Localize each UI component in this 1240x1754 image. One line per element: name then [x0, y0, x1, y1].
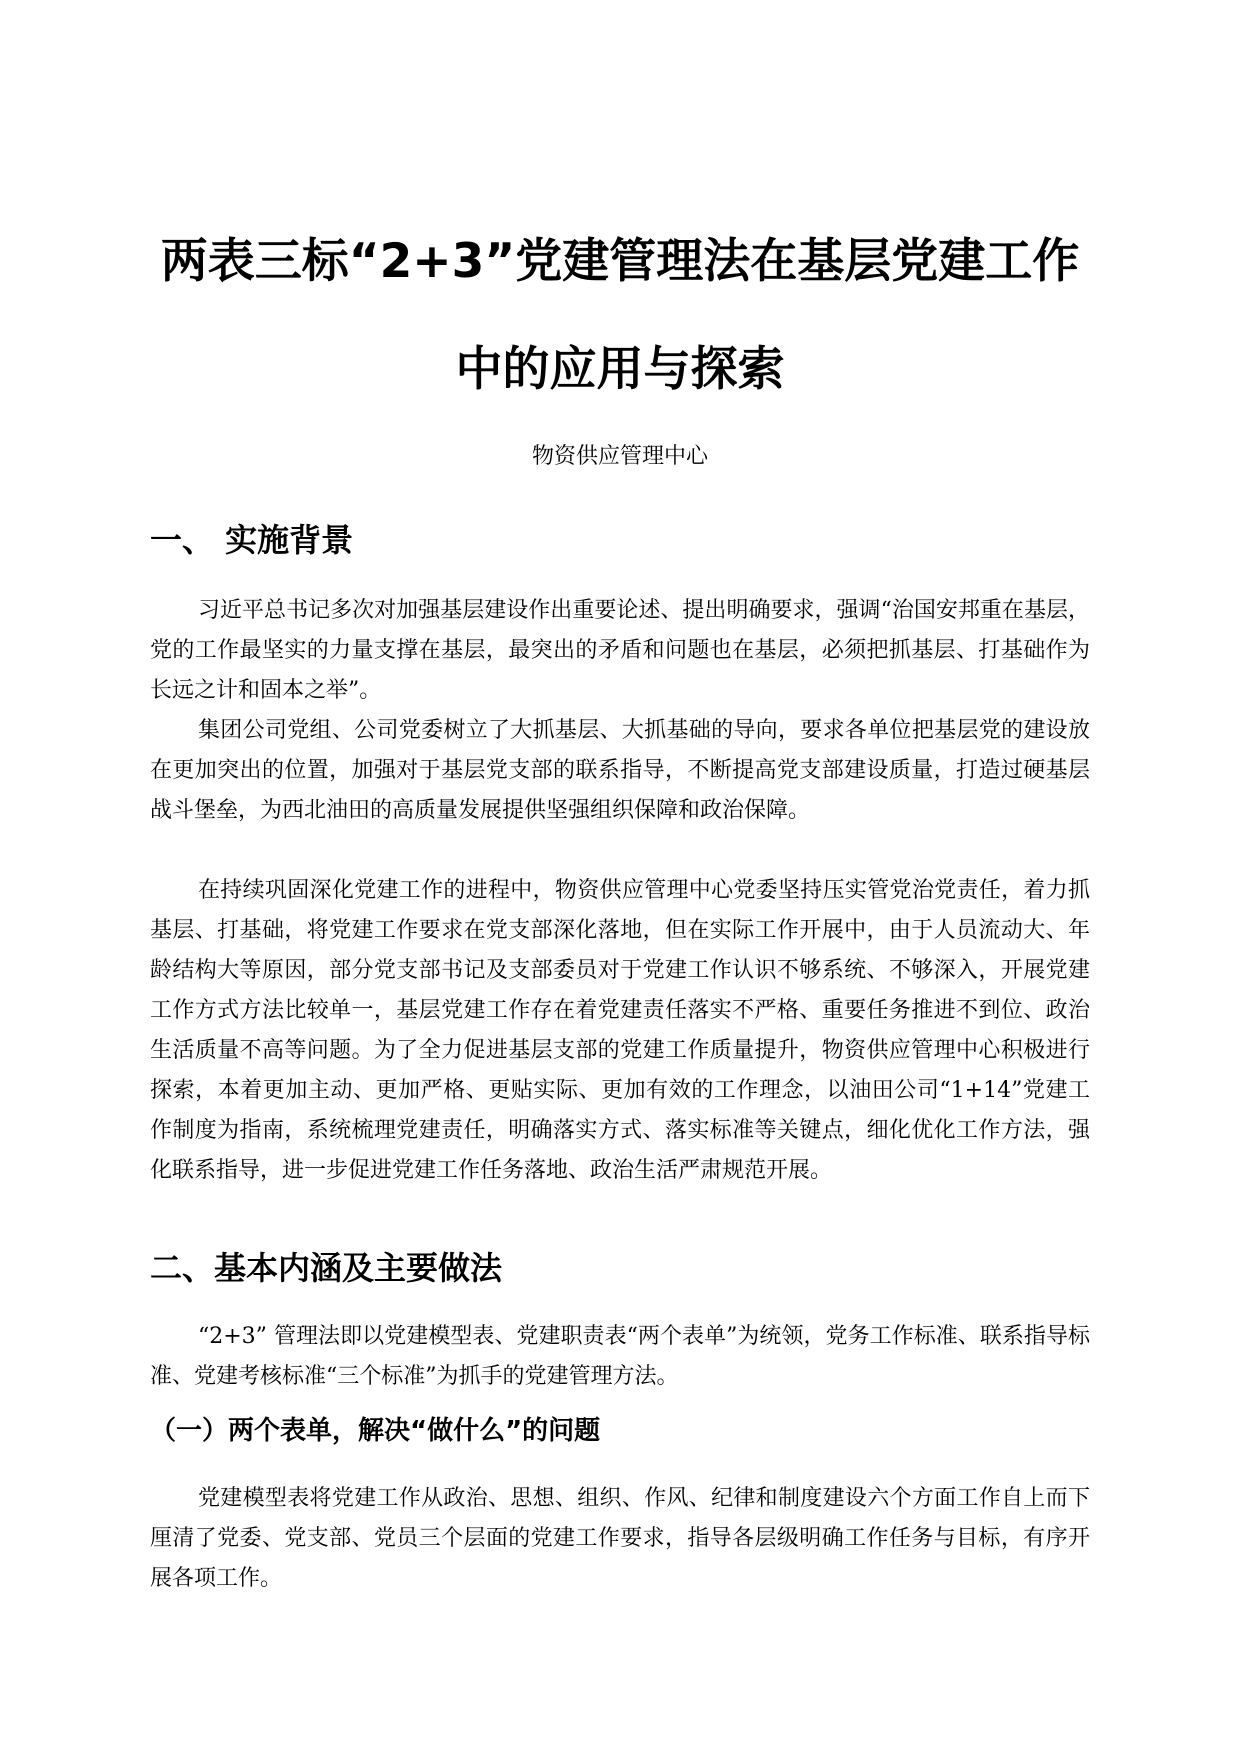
section-2-intro-paragraph: “2+3” 管理法即以党建模型表、党建职责表“两个表单”为统领，党务工作标准、联系指导标准、党建考核标准“三个标准”为抓手的党建管理方法。	[150, 1324, 1090, 1389]
author-organization: 物资供应管理中心	[531, 444, 708, 469]
document-title-line-1: 两表三标“2+3”党建管理法在基层党建工作	[160, 234, 1080, 289]
section-2-sub-1-paragraph: 党建模型表将党建工作从政治、思想、组织、作风、纪律和制度建设六个方面工作自上而下厘清了党委、党支部、党员三个层面的党建工作要求，指导各层级明确工作任务与目标，有序开展各项工作。	[150, 1486, 1090, 1591]
document-title-line-2: 中的应用与探索	[455, 342, 785, 397]
section-1-paragraph-3: 在持续巩固深化党建工作的进程中，物资供应管理中心党委坚持压实管党治党责任，着力抓基层、打基础，将党建工作要求在党支部深化落地，但在实际工作开展中，由于人员流动大、年龄结构大等原因，部分党支部书记及支部委员对于党建工作认识不够系统、不够深入，开展党建工作方式方法比较单一，基层党建工作存在着党建责任落实不严格、重要任务推进不到位、政治生活质量不高等问题。为了全力促进基层支部的党建工作质量提升，物资供应管理中心积极进行探索，本着更加主动、更加严格、更贴实际、更加有效的工作理念，以油田公司“1+14”党建工作制度为指南，系统梳理党建责任，明确落实方式、落实标准等关键点，细化优化工作方法，强化联系指导，进一步促进党建工作任务落地、政治生活严肃规范开展。	[150, 878, 1090, 1183]
section-2-heading: 二、基本内涵及主要做法	[150, 1249, 503, 1287]
section-1-paragraph-2: 集团公司党组、公司党委树立了大抓基层、大抓基础的导向，要求各单位把基层党的建设放在更加突出的位置，加强对于基层党支部的联系指导，不断提高党支部建设质量，打造过硬基层战斗堡垒，为西北油田的高质量发展提供坚强组织保障和政治保障。	[150, 718, 1090, 823]
section-1-heading: 一、 实施背景	[150, 521, 354, 559]
section-1-paragraph-1: 习近平总书记多次对加强基层建设作出重要论述、提出明确要求，强调“治国安邦重在基层，党的工作最坚实的力量支撑在基层，最突出的矛盾和问题也在基层，必须把抓基层、打基础作为长远之计和固本之举”。	[150, 598, 1090, 703]
section-2-subheading-1: （一）两个表单，解决“做什么”的问题	[150, 1416, 601, 1446]
